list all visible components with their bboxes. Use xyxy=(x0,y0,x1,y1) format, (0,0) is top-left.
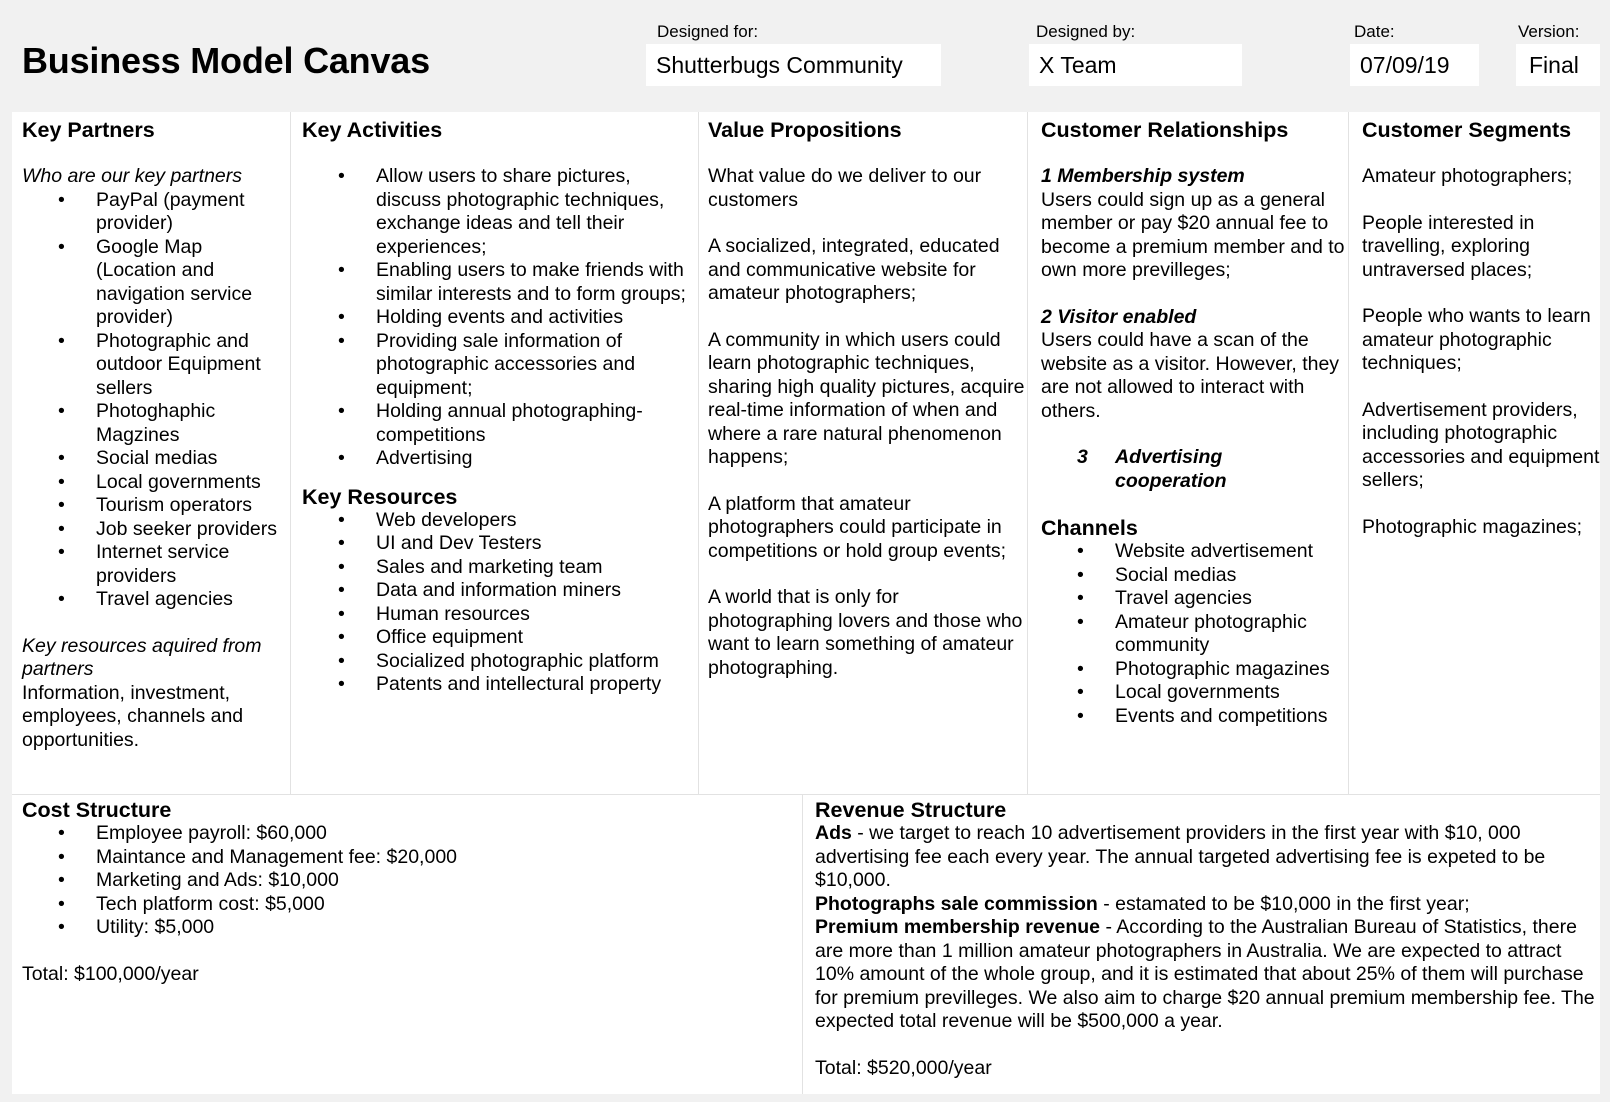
date-label: Date: xyxy=(1354,22,1395,41)
cost-structure-section xyxy=(22,798,782,986)
customer-segments-heading: Customer Segments xyxy=(1362,118,1572,142)
version-field[interactable]: Final xyxy=(1516,44,1600,86)
list-item: • Internet service providers xyxy=(22,541,284,588)
list-item: • Enabling users to make friends with similar interests and to form groups; xyxy=(302,259,692,306)
cost-structure-heading: Cost Structure xyxy=(22,798,172,822)
key-resources-list xyxy=(302,509,692,697)
list-item: • Marketing and Ads: $10,000 xyxy=(22,869,782,893)
channels-heading: Channels xyxy=(1041,516,1138,540)
page-title: Business Model Canvas xyxy=(22,40,430,81)
list-item: • Human resources xyxy=(302,603,692,627)
list-item: • Google Map (Location and navigation service provider) xyxy=(22,236,284,330)
revenue-total: Total: $520,000/year xyxy=(815,1056,992,1079)
customer-segment-paragraph: Advertisement providers, including photographic accessories and equipment sellers; xyxy=(1362,398,1600,491)
key-partners-section xyxy=(22,118,284,752)
list-item: • UI and Dev Testers xyxy=(302,532,692,556)
visitor-enabled-title: 2 Visitor enabled xyxy=(1041,305,1197,328)
ads-text: - we target to reach 10 advertisement providers in the first year with $10, 000 advertising fee each every year. The annual targeted advertising fee is expeted to be $10,000. xyxy=(815,822,1546,891)
key-activities-heading: Key Activities xyxy=(302,118,443,142)
key-resources-from-partners-label: Key resources aquired from partners xyxy=(22,634,262,680)
ads-label: Ads xyxy=(815,822,852,844)
list-item: • Utility: $5,000 xyxy=(22,916,782,940)
customer-segment-paragraph: Amateur photographers; xyxy=(1362,165,1573,187)
list-item: • Office equipment xyxy=(302,626,692,650)
list-item: • Tourism operators xyxy=(22,494,284,518)
advertising-cooperation-item xyxy=(1041,446,1349,493)
list-item: • Photoghaphic Magzines xyxy=(22,400,284,447)
list-item: • Social medias xyxy=(1041,564,1349,588)
list-item: • Social medias xyxy=(22,447,284,471)
list-item: • Photographic magazines xyxy=(1041,658,1349,682)
membership-system-title: 1 Membership system xyxy=(1041,165,1245,187)
value-proposition-paragraph: A world that is only for photographing lovers and those who want to learn something of amateur photographing. xyxy=(708,586,1023,679)
premium-label: Premium membership revenue xyxy=(815,916,1101,938)
list-item: • Allow users to share pictures, discuss photographic techniques, exchange ideas and tell their experiences; xyxy=(302,165,692,259)
key-activities-list xyxy=(302,165,692,471)
list-item: • Local governments xyxy=(22,471,284,495)
list-item: • Patents and intellectural property xyxy=(302,673,692,697)
cost-total: Total: $100,000/year xyxy=(22,962,199,985)
customer-segment-paragraph: People interested in travelling, exploring untraversed places; xyxy=(1362,211,1535,281)
list-item: • PayPal (payment provider) xyxy=(22,189,284,236)
list-item: • Holding annual photographing-competitions xyxy=(302,400,692,447)
version-label: Version: xyxy=(1518,22,1580,41)
customer-segment-paragraph: Photographic magazines; xyxy=(1362,515,1583,538)
list-item: • Holding events and activities xyxy=(302,306,692,330)
commission-text: - estamated to be $10,000 in the first year; xyxy=(1097,892,1470,915)
membership-system-text: Users could sign up as a general member or pay $20 annual fee to become a premium member and to own more previlleges; xyxy=(1041,188,1345,281)
key-resources-from-partners-text: Information, investment, employees, channels and opportunities. xyxy=(22,681,244,751)
list-item: • Travel agencies xyxy=(1041,587,1349,611)
divider xyxy=(1027,112,1028,794)
value-propositions-heading: Value Propositions xyxy=(708,118,902,142)
key-partners-intro: Who are our key partners xyxy=(22,165,243,187)
value-propositions-section xyxy=(708,118,1026,703)
divider xyxy=(12,794,1600,795)
premium-text: - According to the Australian Bureau of Statistics, there are more than 1 million amateur photographers in Australia. We are expected to attract 10% amount of the whole group, and it is estimated that about 25% of them will purchase for premium previlleges. We also aim to charge $20 annual premium membership fee. The expected total revenue will be $500,000 a year. xyxy=(815,916,1595,1032)
designed-for-field[interactable]: Shutterbugs Community xyxy=(646,44,941,86)
list-item: • Events and competitions xyxy=(1041,705,1349,729)
list-item: • Data and information miners xyxy=(302,579,692,603)
advertising-cooperation-title: Advertising cooperation xyxy=(1115,446,1227,492)
value-proposition-paragraph: A community in which users could learn photographic techniques, sharing high quality pictures, acquire real-time information of when and where a rare natural phenomenon happens; xyxy=(708,328,1025,468)
list-item: • Web developers xyxy=(302,509,692,533)
list-item: • Photographic and outdoor Equipment sellers xyxy=(22,330,284,401)
customer-segment-paragraph: People who wants to learn amateur photographic techniques; xyxy=(1362,305,1591,374)
customer-relationships-heading: Customer Relationships xyxy=(1041,118,1289,142)
list-item: • Socialized photographic platform xyxy=(302,650,692,674)
channels-list xyxy=(1041,540,1349,728)
divider xyxy=(802,794,803,1094)
list-item: • Sales and marketing team xyxy=(302,556,692,580)
value-proposition-paragraph: What value do we deliver to our customers xyxy=(708,165,982,211)
divider xyxy=(698,112,699,794)
value-proposition-paragraph: A platform that amateur photographers could participate in competitions or hold group events; xyxy=(708,492,1007,562)
list-item: • Providing sale information of photographic accessories and equipment; xyxy=(302,330,692,401)
key-partners-list xyxy=(22,189,284,612)
revenue-structure-section xyxy=(815,798,1595,1080)
advertising-cooperation-number: 3 xyxy=(1077,446,1088,468)
revenue-structure-heading: Revenue Structure xyxy=(815,798,1007,822)
list-item: • Maintance and Management fee: $20,000 xyxy=(22,846,782,870)
value-proposition-paragraph: A socialized, integrated, educated and communicative website for amateur photographers; xyxy=(708,235,1000,304)
key-resources-heading: Key Resources xyxy=(302,484,458,509)
commission-label: Photographs sale commission xyxy=(815,892,1098,915)
commission-revenue-paragraph xyxy=(815,893,1595,917)
list-item: • Amateur photographic community xyxy=(1041,611,1349,658)
customer-segments-section xyxy=(1362,118,1602,562)
customer-relationships-section xyxy=(1041,118,1349,728)
cost-structure-list xyxy=(22,822,782,940)
visitor-enabled-text: Users could have a scan of the website as a visitor. However, they are not allowed to interact with others. xyxy=(1041,329,1340,422)
key-activities-section xyxy=(302,118,692,697)
date-field[interactable]: 07/09/19 xyxy=(1350,44,1479,86)
list-item: • Website advertisement xyxy=(1041,540,1349,564)
list-item: • Local governments xyxy=(1041,681,1349,705)
designed-by-field[interactable]: X Team xyxy=(1029,44,1242,86)
ads-revenue-paragraph xyxy=(815,822,1595,893)
designed-by-label: Designed by: xyxy=(1036,22,1136,41)
list-item: • Employee payroll: $60,000 xyxy=(22,822,782,846)
list-item: • Job seeker providers xyxy=(22,518,284,542)
list-item: • Travel agencies xyxy=(22,588,284,612)
list-item: • Tech platform cost: $5,000 xyxy=(22,893,782,917)
designed-for-label: Designed for: xyxy=(657,22,759,41)
premium-revenue-paragraph xyxy=(815,916,1595,1034)
key-partners-heading: Key Partners xyxy=(22,118,155,142)
list-item: • Advertising xyxy=(302,447,692,471)
divider xyxy=(290,112,291,794)
